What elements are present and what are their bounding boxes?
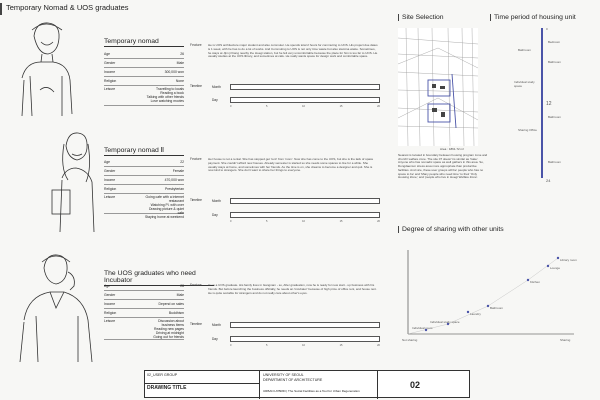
persona-1-name: Temporary nomad xyxy=(104,38,184,47)
feature-label: Feature xyxy=(190,43,202,47)
sharing-point-label: Bathroom xyxy=(490,306,504,310)
persona-2-name: Temporary nomad Ⅱ xyxy=(104,146,184,156)
timeline-bar-day xyxy=(230,212,380,218)
tick-label: 15 xyxy=(339,105,343,108)
time-period-title: Time period of housing unit xyxy=(490,14,576,21)
tick-label: 0 xyxy=(230,344,232,347)
timeline-row-month: Month xyxy=(212,199,221,203)
attr-key: Religion xyxy=(104,187,117,191)
timeline-ticks xyxy=(230,344,380,347)
persona-2-feature xyxy=(190,158,380,198)
feature-text: Her house is not a rental. She has stopped get 'rent' from 'mom'. Now she has come to the UOS, but she is the lack of space payment. She couldn't afford new houses. Already semester is started so she needs some spaces to live for a while. She usually stays at home, and sometimes with her friends. As the time is on, she dreams to become a designer and quit. She is now kind to strangers. She don't want to share her things to everyone. xyxy=(208,157,374,173)
tick-label: 20 xyxy=(377,220,380,223)
leisure-row xyxy=(104,318,184,340)
leisure-label: Leisure xyxy=(104,87,116,91)
attr-row xyxy=(104,282,184,291)
time-axis xyxy=(540,28,544,178)
leisure-item: Love watching movies xyxy=(150,99,184,103)
attr-row xyxy=(104,309,184,318)
time-unit-label: Sharing Office xyxy=(518,128,537,132)
leisure-list xyxy=(144,195,184,219)
tick-label: 20 xyxy=(377,344,380,347)
footer-department: DEPARTMENT OF ARCHITECTURE xyxy=(263,378,323,382)
timeline-label: Timeline xyxy=(190,198,202,202)
sharing-x-high: Sharing xyxy=(560,338,571,342)
tick-label: 5 xyxy=(266,105,268,108)
sharing-point-label: Laundry xyxy=(470,312,481,316)
persona-2-illustration xyxy=(48,128,104,238)
leisure-item: Going out for friends xyxy=(153,335,184,339)
attr-row xyxy=(104,59,184,68)
time-unit-label: Bedroom xyxy=(548,40,561,44)
sharing-x-low: Not sharing xyxy=(402,338,418,342)
attr-value: 470,000 won xyxy=(164,178,184,182)
footer-divider xyxy=(259,371,260,399)
time-label-mid: 12 xyxy=(546,101,552,107)
leisure-item: Driving at midnight xyxy=(155,331,184,335)
leisure-row xyxy=(104,194,184,219)
footer-drawing-title-label: DRAWING TITLE xyxy=(147,385,187,391)
leisure-item: Going cafe with a internet restaurant xyxy=(145,195,184,203)
footer-divider xyxy=(377,371,378,399)
timeline-bar-day xyxy=(230,336,380,342)
persona-3-timeline xyxy=(190,322,380,356)
time-unit-label: Bathroom xyxy=(548,160,562,164)
time-label-bottom: 24 xyxy=(546,178,551,183)
attr-row xyxy=(104,158,184,167)
leisure-item: Talking with other friends xyxy=(146,95,184,99)
timeline-row-day: Day xyxy=(212,98,218,102)
attr-key: Age xyxy=(104,160,111,164)
footer-university: UNIVERSITY OF SEOUL xyxy=(263,373,304,377)
leisure-item: Reading a book xyxy=(160,91,184,95)
attr-value: 22 xyxy=(180,160,184,164)
persona-1-attributes xyxy=(104,50,184,106)
attr-row xyxy=(104,291,184,300)
sharing-point-label: Individual room xyxy=(412,326,433,330)
attr-key: Income xyxy=(104,70,116,74)
tick-label: 10 xyxy=(302,105,305,108)
attr-key: Age xyxy=(104,52,111,56)
sharing-point-label: Kitchen xyxy=(530,280,541,284)
attr-key: Gender xyxy=(104,61,116,65)
attr-key: Religion xyxy=(104,79,117,83)
attr-value: Male xyxy=(176,61,184,65)
feature-label: Feature xyxy=(190,157,202,161)
sheet-number: 02 xyxy=(410,380,421,390)
timeline-bar-day xyxy=(230,97,380,103)
tick-label: 15 xyxy=(339,344,343,347)
attr-value: Depend on sales xyxy=(158,302,184,306)
leisure-item: Reading new pages xyxy=(154,327,184,331)
attr-value: 26 xyxy=(180,52,184,56)
leisure-item: Watching Pl. with over xyxy=(150,203,184,207)
leisure-item: Staying home at weekend xyxy=(144,215,184,219)
time-unit-label: Bathroom xyxy=(518,48,532,52)
site-description: Nearest is located in boundary between housing program zone and church/ welfare zone. The site 07 doesn't is similar as 'Gate'. Anyone who has nomadic space as well gathers in this area. So, Dongdaemun stress area more appropriate than productive facilities. And vice, these user groups will be' people who has no space to be' and 'Many people who need time' to their 'Only Housing Zone,' and 'people who live in Hoegi Welfare Zone'. xyxy=(398,154,488,180)
persona-1-illustration xyxy=(12,18,80,123)
timeline-row-day: Day xyxy=(212,337,218,341)
attr-row xyxy=(104,77,184,86)
attr-row xyxy=(104,185,184,194)
feature-text: He is UOS architecture major student and also commuter. He spends total 2 hours for commuting to UOS. His project due dates is 1 week, with he has to do a lot of works. And Commuting to UOS is not only time waste but also stamina waste. Sometimes, he stays at Jjim jil bang nearby the Hoegi station, but he felt very uncomfortable because the place for him is too far to UOS. He usually studies at the UOS library, and sometimes at cafe. He really wants space for design work and comfortable space. xyxy=(208,43,378,59)
timeline-row-month: Month xyxy=(212,323,221,327)
sheet-title: Temporary Nomad & UOS graduates xyxy=(0,3,129,15)
leisure-item: Travelling to locals xyxy=(156,87,184,91)
persona-3-feature xyxy=(190,284,380,320)
time-unit-label: Individual study space xyxy=(514,80,535,88)
site-map xyxy=(398,28,478,146)
persona-2-attributes xyxy=(104,158,184,219)
attr-row xyxy=(104,167,184,176)
attr-row xyxy=(104,68,184,77)
timeline-label: Timeline xyxy=(190,322,202,326)
leisure-list xyxy=(144,87,184,103)
persona-1-feature xyxy=(190,44,380,84)
attr-key: Age xyxy=(104,284,111,288)
title-block xyxy=(144,370,470,398)
tick-label: 10 xyxy=(302,220,305,223)
footer-divider xyxy=(145,383,259,384)
sharing-point-label: Individual study space xyxy=(430,320,460,324)
attr-row xyxy=(104,300,184,309)
attr-value: Male xyxy=(176,293,184,297)
time-unit-label: Bathroom xyxy=(548,115,562,119)
feature-text: He is a UOS graduate. His family lives in Gangnam - so, After graduation, now he is ready for new start - up business with his friends. But before launching the business officially, he needs an 'incubator' because of high price of office rent, and house rent. He is quite sociable for strangers and do not really care about other's eyes. xyxy=(208,283,377,295)
attr-key: Religion xyxy=(104,311,117,315)
attr-key: Gender xyxy=(104,293,116,297)
attr-value: 300,000 won xyxy=(164,70,184,74)
leisure-row xyxy=(104,86,184,106)
attr-value: 28 xyxy=(180,284,184,288)
timeline-label: Timeline xyxy=(190,84,202,88)
attr-value: Buddhism xyxy=(168,311,184,315)
attr-row xyxy=(104,50,184,59)
leisure-label: Leisure xyxy=(104,195,116,199)
leisure-list xyxy=(144,319,184,339)
persona-3-name: The UOS graduates who need Incubator xyxy=(104,270,214,286)
timeline-ticks xyxy=(230,105,380,108)
attr-key: Gender xyxy=(104,169,116,173)
tick-label: 20 xyxy=(377,105,380,108)
leisure-item: Drawing picture & quiet cafe xyxy=(148,207,184,215)
tick-label: 5 xyxy=(266,220,268,223)
persona-1-timeline xyxy=(190,84,380,116)
site-selection-title: Site Selection xyxy=(398,14,444,21)
leisure-item: Discussion about business items xyxy=(158,319,184,327)
leisure-label: Leisure xyxy=(104,319,116,323)
sharing-point-label: Lounge xyxy=(550,266,561,270)
attr-key: Income xyxy=(104,178,116,182)
timeline-bar-month xyxy=(230,84,380,90)
tick-label: 0 xyxy=(230,220,232,223)
tick-label: 0 xyxy=(230,105,232,108)
sharing-point-label: Library room xyxy=(560,258,577,262)
feature-label: Feature xyxy=(190,283,202,287)
time-label-top: 0 xyxy=(546,27,548,31)
persona-2-timeline xyxy=(190,198,380,230)
attr-value: Female xyxy=(172,169,184,173)
footer-group: 02_USER GROUP xyxy=(147,373,178,377)
tick-label: 10 xyxy=(302,344,305,347)
attr-value: Presbyterian xyxy=(164,187,184,191)
timeline-row-day: Day xyxy=(212,213,218,217)
site-area: Area : 1861.72 m² xyxy=(440,147,465,151)
attr-row xyxy=(104,176,184,185)
time-unit-label: Bathroom xyxy=(548,60,562,64)
sharing-title: Degree of sharing with other units xyxy=(398,226,504,233)
persona-3-illustration xyxy=(14,250,100,366)
tick-label: 5 xyxy=(266,344,268,347)
timeline-bar-month xyxy=(230,198,380,204)
attr-value: None xyxy=(175,79,184,83)
timeline-bar-month xyxy=(230,322,380,328)
attr-key: Income xyxy=(104,302,116,306)
timeline-row-month: Month xyxy=(212,85,221,89)
tick-label: 15 xyxy=(339,220,343,223)
timeline-ticks xyxy=(230,220,380,223)
persona-3-attributes xyxy=(104,282,184,340)
footer-project: URBAN HYBRID | The Social Facilities as a Tool for Urban Regeneration xyxy=(263,389,360,393)
